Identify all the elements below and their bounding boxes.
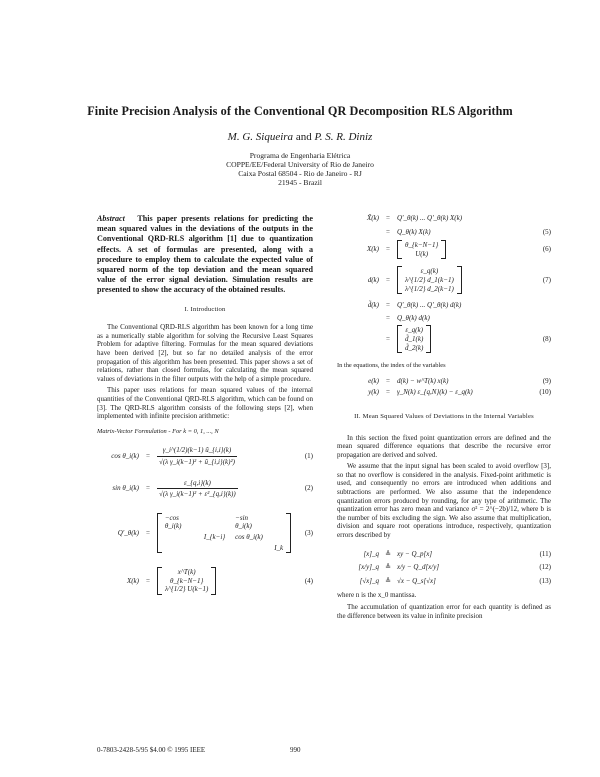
eq-number: (8) xyxy=(542,334,551,343)
affiliation-block xyxy=(0,152,600,188)
eq-matrix: ε_q(k) λ^{1/2} d_1(k−1) λ^{1/2} d_2(k−1) xyxy=(397,266,462,294)
eq-number: (5) xyxy=(542,227,551,236)
eq-equals: = xyxy=(146,528,150,537)
abstract-text: This paper presents relations for predicting the mean squared values in the deviations of the outputs in the Conventional QRD-RLS algorithm [1] due to quantization effects. A set of formulas are presented, along with a procedure to employ them to calculate the expected value of squared norm of the top deviation and the mean squared value of the error signal deviation. Simulation results are presented to show the accuracy of the obtained results. xyxy=(97,214,313,295)
eq-denominator: √(λ γ_i(k−1)² + ε²_{q,i}(k)) xyxy=(159,490,236,499)
eq-rhs: Q_θ(k) d(k) xyxy=(397,313,430,322)
intro-paragraph-2: This paper uses relations for mean squared values of the internal quantities of the Conventional QRD-RLS algorithm, which can be found on [3]. The QRD-RLS algorithm consists of the following steps [2], when implemented with infinite precision arithmetic: xyxy=(97,386,313,421)
eq-defeq: ≜ xyxy=(385,549,391,558)
affiliation-line: 21945 - Brazil xyxy=(278,177,322,187)
eq-number: (6) xyxy=(542,245,551,254)
deviations-paragraph-2: We assume that the input signal has been scaled to avoid overflow [3], so that no overflow is considered in the analysis. Fixed-point arithmetic is used, and consequently no errors are introduced when additions and subtractions are performed. We also assume that the independence quantization errors produced by rounding, for any type of arithmetic. The quantization error has zero mean and variance σ² = 2^(−2b)/12, where b is the number of bits excluding the sign. We also assume that multiplication, division and square root operations introduce, respectively, quantization errors described by xyxy=(337,462,551,540)
eq-fraction xyxy=(157,446,237,466)
eq-equals: = xyxy=(146,484,150,493)
eq-rhs: Q'_θ(k) ... Q'_θ(k) X(k) xyxy=(397,214,463,222)
eq-equals: = xyxy=(146,452,150,461)
bracket-right xyxy=(211,567,216,595)
eq-matrix: x^T(k) θ_{k−N−1} λ^{1/2} U(k−1) xyxy=(157,567,216,595)
eq-lhs: d̃(k) xyxy=(367,301,379,310)
eq-equals: = xyxy=(386,334,390,343)
equation-quant-product xyxy=(337,550,551,559)
eq-rhs: √x − Q_s[√x] xyxy=(397,576,436,585)
equation-desired-vector xyxy=(337,266,551,294)
eq-lhs: e(k) xyxy=(368,376,379,385)
equation-error xyxy=(337,377,551,386)
intro-paragraph-1: The Conventional QRD-RLS algorithm has been known for a long time as a numerically stable algorithm for solving the Recursive Least Squares Problem for adaptive filtering. Formulas for the mean squared deviations have been derived [2], but so far no detailed analysis of the error propagation of this algorithm has been presented. This paper shows a set of relations, rather than closed formulas, for calculating the mean squared values of deviations in the filter outputs with the help of a simple procedure. xyxy=(97,323,313,383)
eq-numerator: ε_{q,i}(k) xyxy=(157,479,238,490)
paper-title: Finite Precision Analysis of the Conventional QR Decomposition RLS Algorithm xyxy=(87,104,513,118)
left-column xyxy=(97,214,313,595)
eq-lhs: [√x]_q xyxy=(359,576,379,585)
equation-cos xyxy=(97,446,313,466)
paper-authors xyxy=(0,131,600,143)
eq-lhs: X(k) xyxy=(366,245,379,254)
page-number: 990 xyxy=(290,746,301,754)
section-heading-deviations: II. Mean Squared Values of Deviations in the Internal Variables xyxy=(354,412,534,420)
eq-matrix: θ_{k−N−1} U(k) xyxy=(397,240,446,259)
bracket-right xyxy=(457,266,462,294)
eq-denominator: √(λ γ_i(k−1)² + ũ_{i,i}(k)²) xyxy=(159,457,235,466)
equations-note: In the equations, the index of the variables xyxy=(337,362,446,370)
author-2: P. S. R. Diniz xyxy=(314,131,373,143)
eq-number: (10) xyxy=(539,388,551,397)
eq-matrix: −cos θ_i(k) −sin θ_i(k) I_{k−i} cos θ_i(k) I_k xyxy=(157,513,291,553)
equation-rotated-d-2 xyxy=(337,314,551,323)
eq-equals: = xyxy=(386,301,390,310)
bracket-right xyxy=(441,240,446,259)
affiliation-line: Caixa Postal 68504 - Rio de Janeiro - RJ xyxy=(238,168,362,178)
equation-triangular-x xyxy=(337,240,551,259)
eq-rhs: Q'_θ(k) ... Q'_θ(k) d(k) xyxy=(397,301,462,310)
eq-numerator: γ_i^(1/2)(k−1) ũ_{i,i}(k) xyxy=(157,446,237,457)
deviations-paragraph-1: In this section the fixed point quantization errors are defined and the mean squared difference equations that describe the recursive error propagation are derived and solved. xyxy=(337,433,551,459)
footer-copyright: 0-7803-2428-5/95 $4.00 © 1995 IEEE xyxy=(97,746,206,754)
equation-output xyxy=(337,388,551,397)
abstract xyxy=(97,214,313,296)
eq-number: (13) xyxy=(539,576,551,585)
equation-quant-sqrt xyxy=(337,577,551,586)
eq-equals: = xyxy=(386,214,390,222)
eq-number: (2) xyxy=(304,484,313,493)
equation-rotated-d-3 xyxy=(337,325,551,353)
eq-defeq: ≜ xyxy=(385,563,391,572)
eq-lhs: [x/y]_q xyxy=(358,563,379,572)
eq-rhs: xy − Q_p[x] xyxy=(397,549,433,558)
eq-lhs: [x]_q xyxy=(363,549,379,558)
abstract-label: Abstract xyxy=(97,214,125,223)
eq-lhs: sin θ_i(k) xyxy=(112,484,139,493)
eq-lhs: y(k) xyxy=(368,388,379,397)
equation-rotation-matrix xyxy=(97,513,313,553)
eq-equals: = xyxy=(386,388,390,397)
author-and: and xyxy=(295,131,312,143)
eq-number: (1) xyxy=(304,452,313,461)
eq-number: (12) xyxy=(539,563,551,572)
section-heading-introduction: I. Introduction xyxy=(184,305,226,313)
affiliation-line: Programa de Engenharia Elétrica xyxy=(249,151,351,160)
equation-input-matrix xyxy=(97,567,313,595)
eq-lhs: X(k) xyxy=(126,576,139,585)
author-1: M. G. Siqueira xyxy=(227,131,294,143)
equation-quant-division xyxy=(337,563,551,572)
eq-number: (3) xyxy=(304,528,313,537)
eq-rhs: x/y − Q_d[x/y] xyxy=(397,563,440,572)
eq-equals: = xyxy=(386,313,390,322)
affiliation-line: COPPE/EE/Federal University of Rio de Janeiro xyxy=(226,159,374,169)
equation-sin xyxy=(97,479,313,499)
after-equation-text: where n is the x_0 mantissa. xyxy=(337,591,417,600)
equation-rotated-d xyxy=(337,301,551,310)
eq-number: (9) xyxy=(542,376,551,385)
eq-equals: = xyxy=(146,576,150,585)
equation-rotated-x-2 xyxy=(337,228,551,237)
eq-number: (11) xyxy=(539,549,551,558)
eq-lhs: cos θ_i(k) xyxy=(111,452,139,461)
eq-lhs: d(k) xyxy=(367,275,379,284)
eq-number: (4) xyxy=(304,576,313,585)
eq-lhs: Q'_θ(k) xyxy=(117,528,139,537)
bracket-right xyxy=(426,325,431,353)
eq-equals: = xyxy=(386,227,390,236)
accumulation-paragraph: The accumulation of quantization error for each quantity is defined as the difference between its value in infinite precision xyxy=(337,603,551,620)
eq-rhs: γ_N(k) ε_{q,N}(k) − ε_q(k) xyxy=(397,388,473,397)
eq-rhs: Q_θ(k) X(k) xyxy=(397,227,431,236)
equation-rotated-x xyxy=(337,214,551,223)
algorithm-label: Matrix-Vector Formulation - For k = 0, 1, ..., N xyxy=(97,427,219,435)
eq-equals: = xyxy=(386,245,390,254)
eq-rhs: d(k) − w^T(k) x(k) xyxy=(397,376,449,385)
eq-equals: = xyxy=(386,376,390,385)
eq-fraction xyxy=(157,479,238,499)
eq-defeq: ≜ xyxy=(385,576,391,585)
right-column xyxy=(337,214,551,623)
eq-number: (7) xyxy=(542,275,551,284)
eq-lhs: X̃(k) xyxy=(366,214,379,222)
eq-equals: = xyxy=(386,275,390,284)
eq-matrix: ε_q(k) d̃_1(k) d̃_2(k) xyxy=(397,325,431,353)
